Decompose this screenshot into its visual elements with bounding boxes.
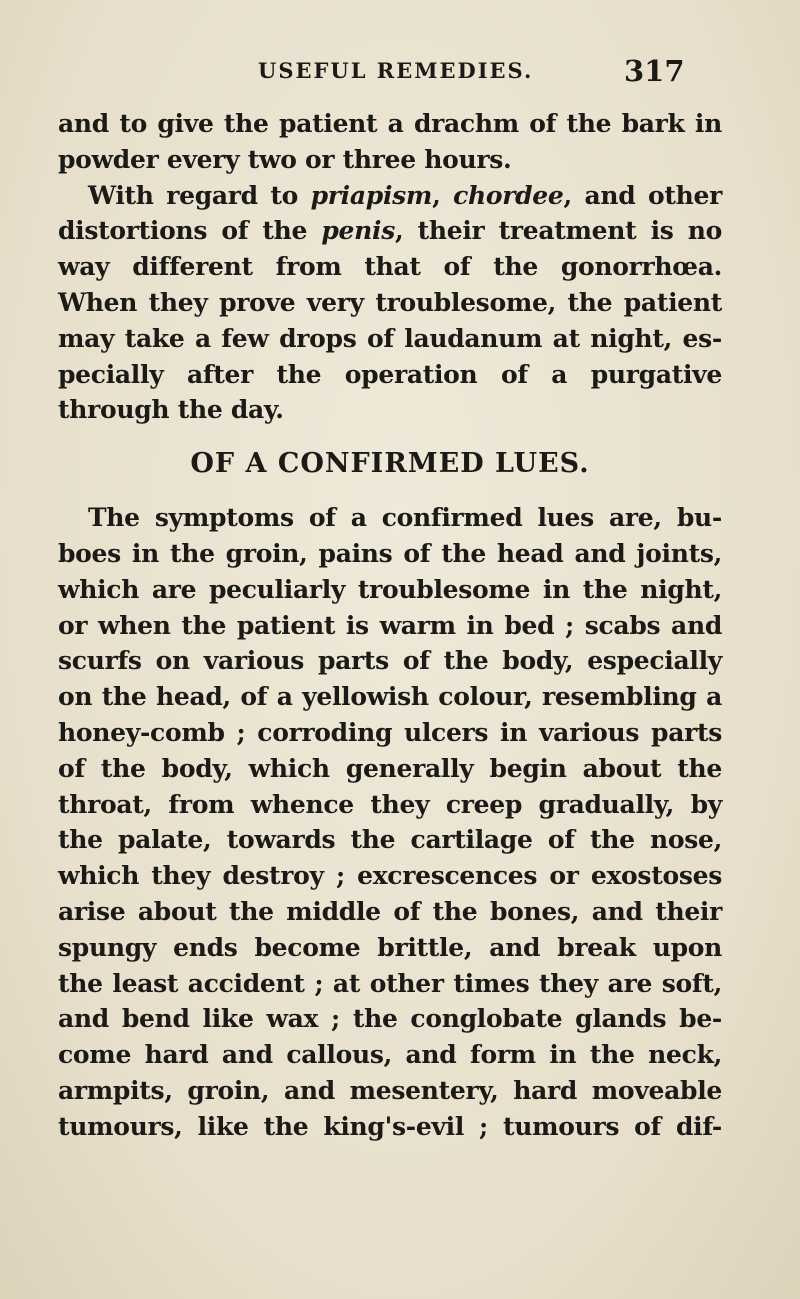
text-line: spungy ends become brittle, and break upon (58, 932, 722, 962)
body-text (58, 106, 722, 1145)
text-line: throat, from whence they creep gradually, by (58, 789, 722, 819)
text-line: may take a few drops of laudanum at night, es- (58, 323, 722, 353)
section-heading: OF A CONFIRMED LUES. (190, 448, 590, 480)
text-line: or when the patient is warm in bed ; scabs and (58, 610, 722, 640)
text-line: and to give the patient a drachm of the bark in (58, 109, 722, 138)
text-line: scurfs on various parts of the body, especially (58, 646, 722, 676)
text-line: tumours, like the king's-evil ; tumours of dif- (58, 1111, 722, 1141)
italic-term: chordee (453, 180, 564, 210)
text-line: armpits, groin, and mesentery, hard moveable (58, 1075, 722, 1105)
page-number: 317 (624, 54, 685, 88)
text-span: , (432, 180, 454, 210)
text-line: the least accident ; at other times they are soft, (58, 968, 722, 998)
text-line: honey-comb ; corroding ulcers in various parts (58, 717, 722, 747)
text-line: When they prove very troublesome, the patient (58, 287, 722, 317)
italic-term: penis (321, 216, 395, 246)
text-span: , and other (563, 180, 722, 210)
running-head-title: USEFUL REMEDIES. (258, 58, 534, 83)
text-line: boes in the groin, pains of the head and joints, (58, 538, 722, 568)
text-line (58, 178, 722, 214)
text-line: way different from that of the gonorrhœa. (58, 252, 722, 282)
text-span: , their treatment is no (394, 216, 723, 246)
text-line (58, 213, 722, 249)
text-line: powder every two or three hours. (58, 144, 512, 174)
text-line: which are peculiarly troublesome in the night, (58, 574, 722, 604)
text-span: With regard to (88, 180, 311, 210)
text-line: through the day. (58, 395, 284, 425)
text-line: which they destroy ; excrescences or exostoses (58, 861, 722, 891)
text-line: of the body, which generally begin about the (58, 753, 722, 783)
running-head (0, 54, 800, 94)
text-line: pecially after the operation of a purgative (58, 359, 722, 389)
text-line: The symptoms of a confirmed lues are, bu- (88, 503, 722, 533)
text-line: come hard and callous, and form in the neck, (58, 1040, 722, 1070)
italic-term: priapism (310, 180, 433, 210)
text-line: the palate, towards the cartilage of the nose, (58, 825, 722, 855)
text-line: on the head, of a yellowish colour, resembling a (58, 682, 722, 712)
text-span: distortions of the (58, 216, 322, 246)
text-line: and bend like wax ; the conglobate glands be- (58, 1004, 722, 1034)
text-line: arise about the middle of the bones, and their (58, 896, 722, 926)
